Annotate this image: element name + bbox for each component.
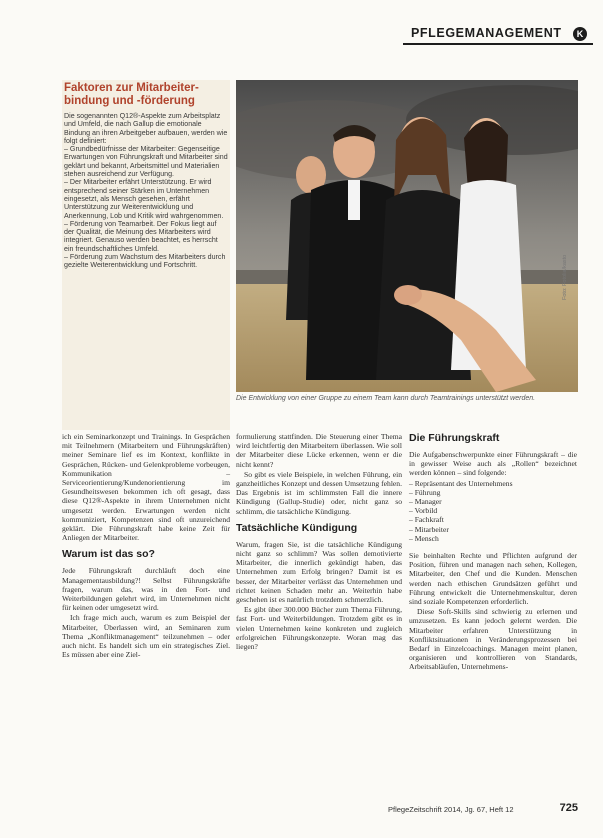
paragraph: So gibt es viele Beispiele, in welchen Führung, ein ganzheitliches Konzept und dessen Umsetzung fehlen. Das Ergebnis ist im schlimmsten Fall die innere Kündigung (Gallup-Studie) oder, nicht ganz so schlimm, die tatsächliche Kündigung.	[236, 469, 402, 516]
paragraph: ich ein Seminarkonzept und Trainings. In Gesprächen mit Teilnehmern (Mitarbeitern und Führungskräften) meiner Seminare lief es im Kontext, konflikte in Gesprächen, Rücken- und Gelenkprobleme vorbeugen, Kommunikation – Serviceorientierung/Kundenorientierung im Gesundheitswesen bekommen ich oft gesagt, dass diese Q12®-Aspekte in ihrem Unternehmen nicht umgesetzt werden. Erwartungen werden nicht kommuniziert, Kompetenzen sind oft unzureichend geklärt. Die Führungskraft habe keine Zeit für Anliegen der Mitarbeiter.	[62, 432, 230, 543]
paragraph: Sie beinhalten Rechte und Pflichten aufgrund der Position, führen und managen nach sehen, Kollegen, Mitarbeiter, den Chef und die Kunden. Menschen werden nach ethischen Grundsätzen geführt und Führung entwickelt die Unternehmenskultur, deren sind soziale Kompetenzen erforderlich.	[409, 551, 577, 607]
info-box-intro: Die sogenannten Q12®-Aspekte zum Arbeitsplatz und Umfeld, die nach Gallup die emotionale Bindung an ihren Arbeitgeber aufbauen, werden wie folgt definiert:	[64, 112, 228, 145]
text-column-2	[236, 432, 402, 652]
role-item: – Mensch	[409, 533, 439, 543]
info-box-body	[64, 112, 228, 270]
paragraph: Jede Führungskraft durchläuft doch eine Managementausbildung?! Selbst Führungskräfte fragen, warum das, was in den Fort- und Weiterbildungen gelehrt wird, im Unternehmen nicht für keinen oder umgesetzt wird.	[62, 566, 230, 613]
photo-credit: Foto: Fotolia/kasto	[562, 254, 568, 300]
role-item: – Vorbild	[409, 506, 438, 516]
running-header	[403, 24, 593, 46]
paragraph: Ich frage mich auch, warum es zum Beispiel der Mitarbeiter, Überlassen wird, an Seminaren zum Thema „Konfliktmanagement“ teilzunehmen – oder auch nicht. Es handelt sich um ein strategisches Ziel. Es müssen aber eine Ziel-	[62, 613, 230, 660]
paragraph: Es gibt über 300.000 Bücher zum Thema Führung, fast Fort- und Weiterbildungen. Trotzdem gibt es in vielen Unternehmen keine konkreten und zugleich erfolgreichen Führungskonzepte. Woran mag das liegen?	[236, 605, 402, 652]
info-box-item: – Grundbedürfnisse der Mitarbeiter: Gegenseitige Erwartungen von Führungskraft und Mitarbeiter sind geklärt und bekannt, Arbeitsmittel und Materialien stehen ausreichend zur Verfügung.	[64, 145, 228, 179]
paragraph: formulierung stattfinden. Die Steuerung einer Thema wird leichtfertig den Mitarbeitern überlassen. Wie soll der Mitarbeiter diese Lücke erkennen, wenn er die nicht kennt?	[236, 432, 402, 469]
section-heading: Die Führungskraft	[409, 432, 500, 444]
header-rule	[403, 43, 593, 45]
photo-caption: Die Entwicklung von einer Gruppe zu einem Team kann durch Teamtrainings unterstützt werden.	[236, 395, 536, 402]
page-footer	[388, 802, 578, 816]
info-box-list	[64, 145, 228, 269]
section-title: PFLEGEMANAGEMENT	[411, 26, 562, 40]
role-item: – Führung	[409, 487, 441, 497]
role-item: – Mitarbeiter	[409, 524, 449, 534]
section-badge: K	[573, 27, 587, 41]
role-item: – Manager	[409, 497, 442, 507]
info-box-item: – Förderung zum Wachstum des Mitarbeiters durch gezielte Weiterentwicklung und Fortschritt.	[64, 253, 226, 270]
section-heading: Tatsächliche Kündigung	[236, 521, 358, 534]
roles-list	[409, 479, 577, 543]
team-photo	[236, 80, 578, 392]
paragraph: Die Aufgabenschwerpunkte einer Führungskraft – die in gewisser Weise auch als „Rollen“ bezeichnet werden können – sind folgende:	[409, 450, 577, 478]
info-box-title: Faktoren zur Mitarbeiter-bindung und -förderung	[64, 82, 199, 107]
role-item: – Repräsentant des Unternehmens	[409, 478, 513, 488]
text-column-3	[409, 432, 577, 673]
journal-citation: PflegeZeitschrift 2014, Jg. 67, Heft 12	[388, 805, 514, 814]
info-box-item: – Förderung von Teamarbeit. Der Fokus liegt auf der Qualität, die Meinung des Mitarbeiters wird integriert. Genauso werden beachtet, es herrscht ein freundschaftliches Umfeld.	[64, 219, 218, 253]
text-column-1	[62, 432, 230, 660]
info-box-item: – Der Mitarbeiter erfährt Unterstützung. Er wird entsprechend seiner Stärken im Unternehmen eingesetzt, als Mensch gesehen, erfährt Unterstützung zur Weiterentwicklung und Anerkennung, Lob und Kritik wird wahrgenommen.	[64, 178, 224, 220]
role-item: – Fachkraft	[409, 515, 444, 525]
section-heading: Warum ist das so?	[62, 548, 155, 561]
paragraph: Diese Soft-Skills sind schwierig zu erlernen und umzusetzen. Es kann jedoch gelernt werden. Die Mitarbeiter erfahren Unterstützung in Konfliktsituationen in Veränderungsprozessen bei Bedarf in Einzelcoachings. Managen meint planen, organisieren und kontrollieren von Standards, Arbeitsabläufen, Unternehmens-	[409, 607, 577, 672]
page-number: 725	[559, 802, 578, 814]
paragraph: Warum, fragen Sie, ist die tatsächliche Kündigung nicht ganz so schlimm? Was sollen demotivierte Mitarbeiter, die innerlich gekündigt haben, das Unternehmen zum Erfolg bringen? Damit ist es besser, der Mitarbeiter verlässt das Unternehmen und richtet keinen Schaden mehr an. Weiterhin habe geschehen ist es natürlich trotzdem schmerzlich.	[236, 539, 402, 605]
